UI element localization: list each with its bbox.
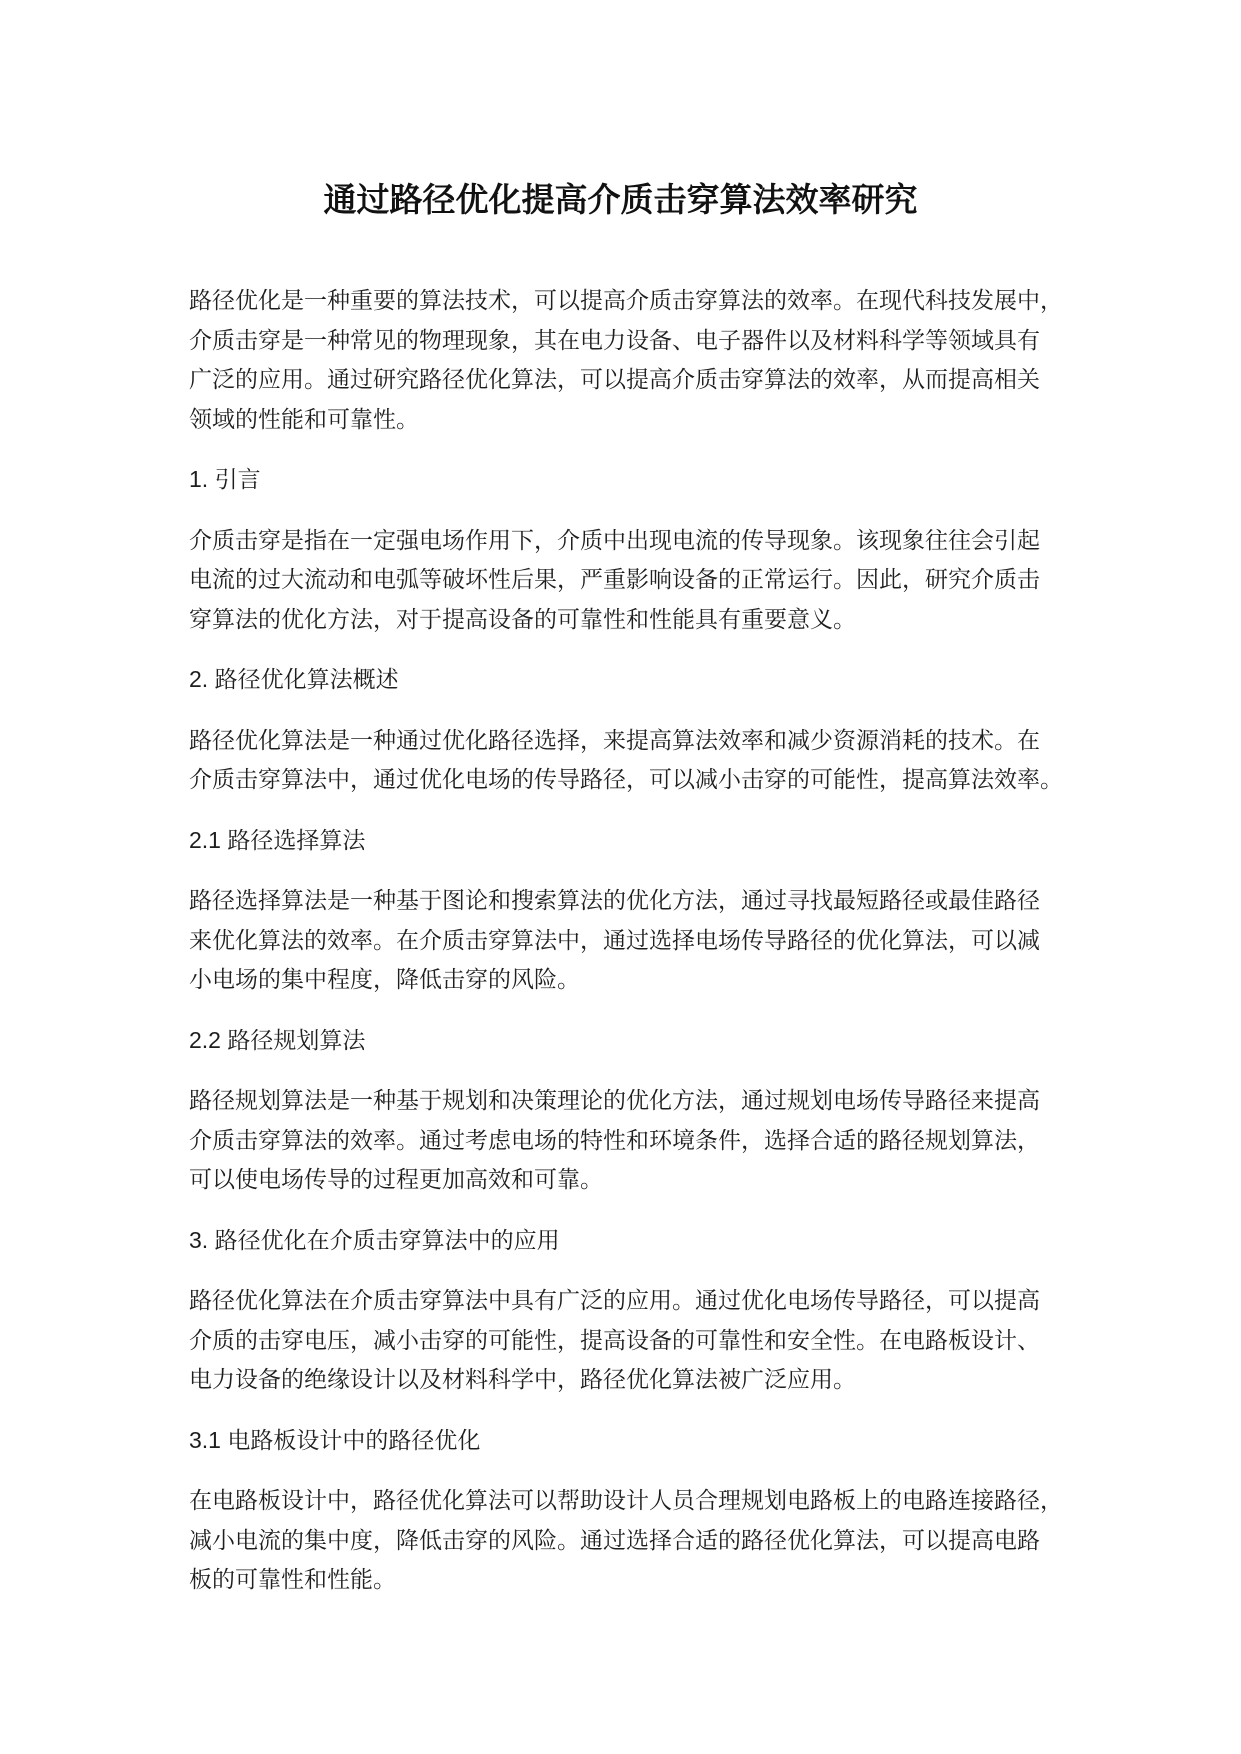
intro-paragraph <box>189 281 1189 439</box>
section-heading: 2.2 路径规划算法 <box>189 1026 366 1053</box>
section-heading: 3. 路径优化在介质击穿算法中的应用 <box>189 1226 560 1253</box>
section-heading: 1. 引言 <box>189 466 261 492</box>
paragraph-line: 介质的击穿电压，减小击穿的可能性，提高设备的可靠性和安全性。在电路板设计、 <box>189 1326 1040 1353</box>
paragraph-line: 板的可靠性和性能。 <box>189 1566 396 1592</box>
paragraph-line: 路径选择算法是一种基于图论和搜索算法的优化方法，通过寻找最短路径或最佳路径 <box>189 887 1040 913</box>
paragraph-line: 领域的性能和可靠性。 <box>189 405 419 432</box>
section-paragraph <box>189 721 1189 800</box>
paragraph-line: 路径优化算法是一种通过优化路径选择，来提高算法效率和减少资源消耗的技术。在 <box>189 726 1040 753</box>
paragraph-line: 介质击穿算法的效率。通过考虑电场的特性和环境条件，选择合适的路径规划算法， <box>189 1126 1040 1153</box>
paragraph-line: 来优化算法的效率。在介质击穿算法中，通过选择电场传导路径的优化算法，可以减 <box>189 926 1040 953</box>
paragraph-line: 介质击穿是一种常见的物理现象，其在电力设备、电子器件以及材料科学等领域具有 <box>189 326 1040 353</box>
paragraph-line: 在电路板设计中，路径优化算法可以帮助设计人员合理规划电路板上的电路连接路径， <box>189 1487 1063 1513</box>
paragraph-line: 路径优化算法在介质击穿算法中具有广泛的应用。通过优化电场传导路径，可以提高 <box>189 1287 1040 1313</box>
section-paragraph <box>189 1281 1189 1400</box>
paragraph-line: 小电场的集中程度，降低击穿的风险。 <box>189 966 580 992</box>
paragraph-line: 路径规划算法是一种基于规划和决策理论的优化方法，通过规划电场传导路径来提高 <box>189 1087 1040 1113</box>
section-paragraph <box>189 1481 1189 1600</box>
paragraph-line: 路径优化是一种重要的算法技术，可以提高介质击穿算法的效率。在现代科技发展中， <box>189 287 1063 313</box>
paragraph-line: 穿算法的优化方法，对于提高设备的可靠性和性能具有重要意义。 <box>189 605 856 632</box>
paragraph-line: 电流的过大流动和电弧等破坏性后果，严重影响设备的正常运行。因此，研究介质击 <box>189 566 1040 592</box>
section-heading: 2.1 路径选择算法 <box>189 826 366 853</box>
section-paragraph <box>189 881 1189 1000</box>
page-title: 通过路径优化提高介质击穿算法效率研究 <box>323 181 918 218</box>
section-heading: 3.1 电路板设计中的路径优化 <box>189 1426 481 1453</box>
document-body <box>189 281 1189 1600</box>
section-paragraph <box>189 521 1189 640</box>
section-paragraph <box>189 1081 1189 1200</box>
paragraph-line: 介质击穿算法中，通过优化电场的传导路径，可以减小击穿的可能性，提高算法效率。 <box>189 766 1063 792</box>
paragraph-line: 可以使电场传导的过程更加高效和可靠。 <box>189 1166 603 1192</box>
section-heading: 2. 路径优化算法概述 <box>189 666 399 692</box>
paragraph-line: 介质击穿是指在一定强电场作用下，介质中出现电流的传导现象。该现象往往会引起 <box>189 526 1040 553</box>
paragraph-line: 减小电流的集中度，降低击穿的风险。通过选择合适的路径优化算法，可以提高电路 <box>189 1526 1040 1553</box>
paragraph-line: 广泛的应用。通过研究路径优化算法，可以提高介质击穿算法的效率，从而提高相关 <box>189 366 1040 392</box>
paragraph-line: 电力设备的绝缘设计以及材料科学中，路径优化算法被广泛应用。 <box>189 1366 856 1392</box>
